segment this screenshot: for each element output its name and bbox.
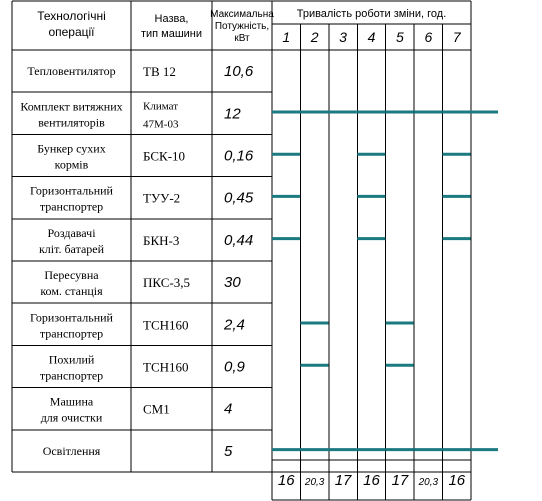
header-power-label: Максимальна xyxy=(210,9,274,20)
machine-type: СМ1 xyxy=(143,401,170,417)
machine-type: БСК-10 xyxy=(143,148,186,164)
hourly-total: 20,3 xyxy=(418,477,439,488)
hour-number: 1 xyxy=(282,29,291,45)
operation-name: для очистки xyxy=(40,410,103,425)
header-machine-label: тип машини xyxy=(140,28,203,40)
table-row xyxy=(30,184,254,214)
power-value: 4 xyxy=(224,400,233,418)
hourly-total: 16 xyxy=(363,472,380,489)
table-row xyxy=(41,395,233,425)
table-row xyxy=(30,310,245,340)
hour-number: 5 xyxy=(396,29,404,45)
power-value: 0,16 xyxy=(224,147,254,165)
power-value: 0,9 xyxy=(224,358,245,376)
table-row xyxy=(27,63,253,80)
machine-type: ТУУ-2 xyxy=(143,190,181,206)
hourly-total: 17 xyxy=(391,472,409,489)
power-value: 12 xyxy=(224,105,241,123)
table-row xyxy=(39,226,253,256)
hourly-total: 20,3 xyxy=(304,477,325,488)
header-power-label: кВт xyxy=(234,33,250,44)
power-value: 0,45 xyxy=(224,189,254,207)
machine-type: Климат xyxy=(143,100,179,113)
operation-name: Горизонтальний xyxy=(30,310,113,325)
operation-name: транспортер xyxy=(39,326,104,341)
machine-type: ТВ 12 xyxy=(143,64,176,80)
hourly-total: 17 xyxy=(334,472,352,489)
operation-name: Бункер сухих xyxy=(37,141,106,156)
power-value: 5 xyxy=(224,442,233,460)
hour-number: 4 xyxy=(367,29,376,45)
operation-name: транспортер xyxy=(39,199,104,214)
table-row xyxy=(37,142,254,172)
hourly-total: 16 xyxy=(277,472,295,489)
work-duration-bars xyxy=(272,112,498,450)
machine-type: 47М-03 xyxy=(143,118,179,131)
operation-name: Роздавачі xyxy=(47,225,96,240)
operation-name: Комплект витяжних xyxy=(20,99,123,114)
table-row xyxy=(40,353,246,383)
operation-name: вентиляторів xyxy=(38,115,105,130)
operation-name: кліт. батарей xyxy=(38,241,105,256)
table-header xyxy=(37,8,462,45)
hour-number: 2 xyxy=(310,29,319,45)
operation-name: кормів xyxy=(54,157,89,172)
header-duration-label: Тривалість роботи зміни, год. xyxy=(296,8,447,20)
header-power-label: Потужність, xyxy=(214,21,270,32)
power-value: 30 xyxy=(224,274,241,292)
machine-type: ПКС-3,5 xyxy=(143,275,190,291)
operation-name: Тепловентилятор xyxy=(27,64,116,79)
operation-name: транспортер xyxy=(39,368,104,383)
operation-name: Освітлення xyxy=(42,443,101,458)
machine-type: ТСН160 xyxy=(143,317,189,333)
operation-name: ком. станція xyxy=(40,284,103,299)
hour-number: 6 xyxy=(424,29,433,45)
power-value: 0,44 xyxy=(224,231,254,249)
totals-row xyxy=(278,472,466,489)
power-value: 2,4 xyxy=(224,316,245,334)
table-row xyxy=(43,443,233,460)
table-row xyxy=(40,268,241,298)
operation-name: Пересувна xyxy=(44,268,99,283)
header-operations-label: Технологічні xyxy=(37,9,106,23)
header-machine-label: Назва, xyxy=(154,13,189,25)
hour-number: 3 xyxy=(339,29,347,45)
operation-name: Машина xyxy=(49,394,94,409)
operation-name: Похилий xyxy=(48,352,95,367)
machine-type: ТСН160 xyxy=(143,359,189,375)
header-operations-label: операції xyxy=(48,25,95,39)
hour-number: 7 xyxy=(452,29,461,45)
machine-type: БКН-3 xyxy=(143,232,180,248)
hourly-total: 16 xyxy=(448,472,466,489)
operation-name: Горизонтальний xyxy=(30,183,113,198)
power-value: 10,6 xyxy=(224,63,254,81)
